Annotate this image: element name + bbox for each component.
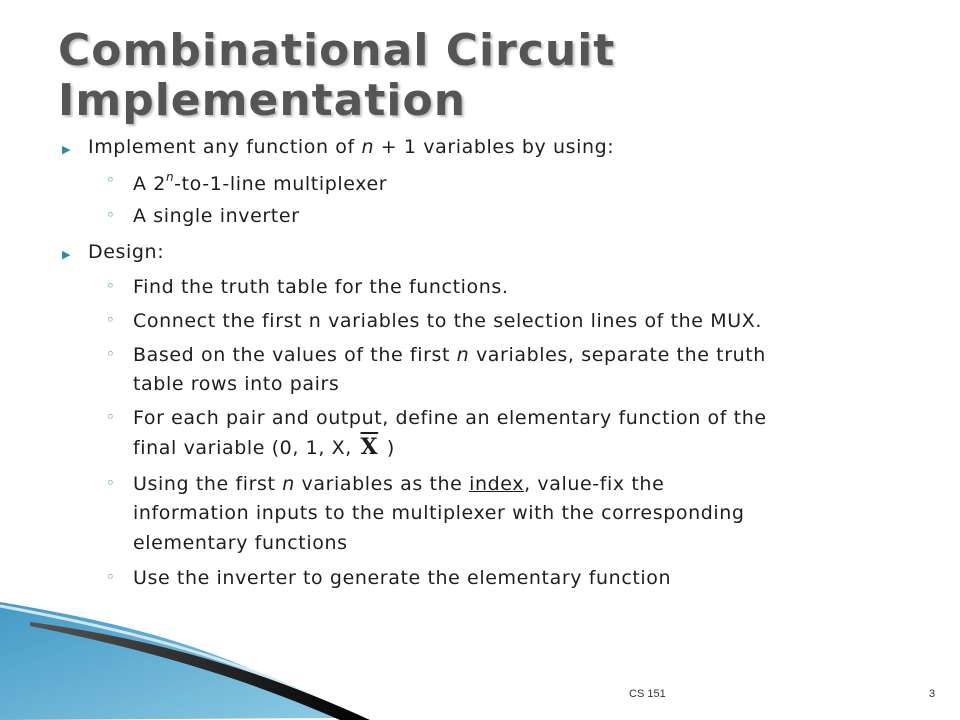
sub-bullet-using-first: Using the first n variables as the index, value-fix the: [133, 473, 665, 495]
sub-bullet-use-inverter: Use the inverter to generate the elementary function: [133, 567, 672, 589]
sub-bullet-connect: Connect the first n variables to the selection lines of the MUX.: [133, 310, 762, 332]
sub-bullet-multiplexer: A 2$^n$-to-1-line multiplexer: [133, 170, 388, 195]
sub-bullet-elementary: For each pair and output, define an elementary function of the: [133, 407, 767, 429]
bullet-arrow-icon: ▶: [62, 143, 72, 156]
sub-bullet-circle-icon: ◦: [106, 474, 116, 492]
bullet-design: Design:: [88, 241, 165, 263]
sub-bullet-circle-icon: ◦: [106, 277, 116, 295]
bullet-arrow-icon: ▶: [62, 248, 72, 261]
sub-bullet-using-first-cont2: elementary functions: [133, 532, 348, 554]
footer-course: CS 151: [629, 688, 666, 700]
sub-bullet-circle-icon: ◦: [106, 206, 116, 224]
sub-bullet-circle-icon: ◦: [106, 311, 116, 329]
sub-bullet-using-first-cont1: information inputs to the multiplexer with the corresponding: [133, 502, 745, 524]
x-bar-symbol: $\overline{X}$: [360, 434, 379, 460]
sub-bullet-based-on-cont: table rows into pairs: [133, 373, 340, 395]
sub-bullet-truth-table: Find the truth table for the functions.: [133, 276, 509, 298]
title-line-2: Implementation: [58, 75, 467, 126]
sub-bullet-circle-icon: ◦: [106, 171, 116, 189]
sub-bullet-circle-icon: ◦: [106, 345, 116, 363]
bullet-implement: Implement any function of n + 1 variables by using:: [88, 136, 615, 158]
title-line-1: Combinational Circuit: [58, 25, 616, 76]
sub-bullet-circle-icon: ◦: [106, 568, 116, 586]
sub-bullet-inverter: A single inverter: [133, 205, 300, 227]
footer-page-number: 3: [929, 688, 936, 700]
sub-bullet-based-on: Based on the values of the first n variables, separate the truth: [133, 344, 766, 366]
sub-bullet-elementary-cont: final variable (0, 1, X, $\overline{X}$ ): [133, 434, 395, 460]
sub-bullet-circle-icon: ◦: [106, 408, 116, 426]
